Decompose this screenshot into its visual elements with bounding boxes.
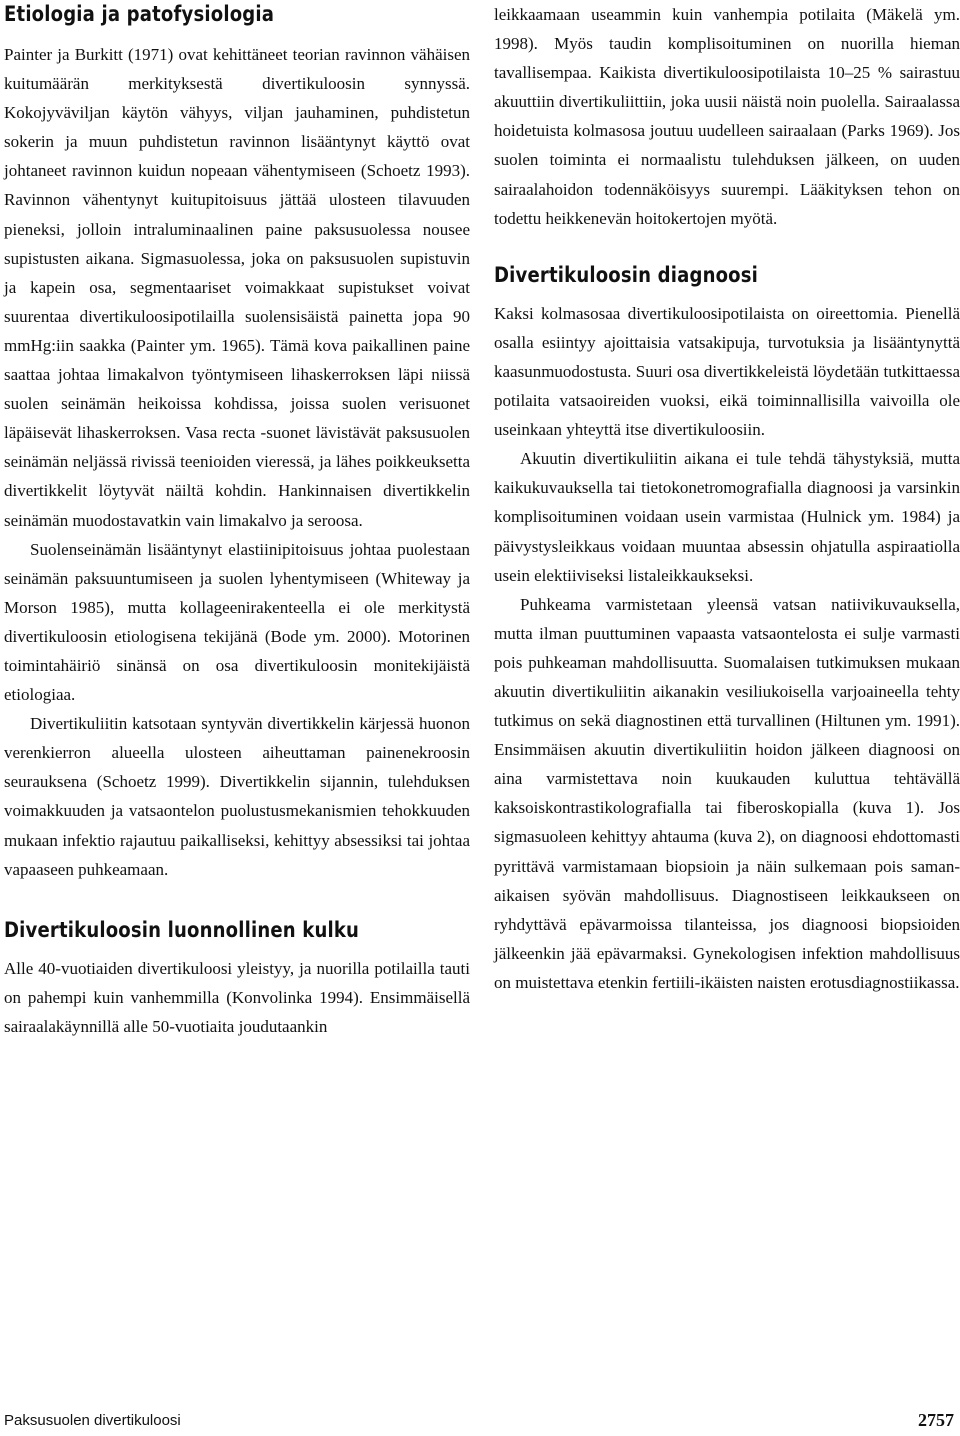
paragraph: Puhkeama varmistetaan yleensä vatsan natiivikuvauksella, mutta ilman puuttuminen vapaasta vatsaontelosta ei sulje varmasti pois puhkeaman mahdollisuutta. Suomalaisen tutkimuksen mukaan akuutin divertikuliitin aikanakin vesiliukoisella varjoaineella tehty tutkimus on sekä diagnostinen että turvallinen (Hiltunen ym. 1991). Ensimmäisen akuutin divertikuliitin hoidon jälkeen diagnoosi on aina varmistettava noin kuukauden kuluttua tehtävällä kaksoiskontrastikolografialla tai fiberoskopialla (kuva 1). Jos sigmasuoleen kehittyy ahtauma (kuva 2), on diagnoosi ehdottomasti pyrittävä varmistamaan biopsioin ja näin sulkemaan pois samanaikaisen syövän mahdollisuus. Diagnostiseen leikkaukseen on ryhdyttävä epävarmoissa tilanteissa, jos diagnoosi biopsioiden jälkeenkin jää epävarmaksi. Gynekologisen infektion mahdollisuus on muistettava etenkin fertiili-ikäisten naisten erotusdiagnostiikassa. [494,594,960,992]
running-footer-title: Paksusuolen divertikuloosi [4,1412,181,1429]
paragraph: leikkaamaan useammin kuin vanhempia potilaita (Mäkelä ym. 1998). Myös taudin komplisoituminen on nuorilla hieman tavallisempaa. Kaikista divertikuloosipotilaista 10–25 % sairastuu akuuttiin divertikuliittiin, joka uusii näistä noin puolella. Sairaalassa hoidetuista kolmasosa joutuu uudelleen sairaalaan (Parks 1969). Jos suolen toiminta ei normaalistu tulehduksen jälkeen, on uuden sairaalahoidon todennäköisyys suurempi. Lääkityksen tehon on todettu heikkenevän hoitokertojen myötä. [494,5,960,228]
heading-natural-course: Divertikuloosin luonnollinen kulku [4,917,360,942]
paragraph: Alle 40-vuotiaiden divertikuloosi yleistyy, ja nuorilla potilailla tauti on pahempi kuin vanhemmilla (Konvolinka 1994). Ensimmäisellä sairaalakäynnillä alle 50-vuotiaita joudutaankin [4,958,470,1036]
right-column [494,0,960,997]
paragraph: Divertikuliitin katsotaan syntyvän divertikkelin kärjessä huonon verenkierron alueella ulosteen aiheuttaman painenekroosin seurauksena (Schoetz 1999). Divertikkelin sijannin, tulehduksen voimakkuuden ja vatsaontelon puolustusmekanismien tehokkuuden mukaan infektio rajautuu paikalliseksi, kehittyy absessiksi tai johtaa vapaaseen puhkeamaan. [4,714,470,879]
page-number: 2757 [918,1410,954,1430]
heading-diagnosis: Divertikuloosin diagnoosi [494,262,759,287]
paragraph: Akuutin divertikuliitin aikana ei tule tehdä tähystyksiä, mutta kaikukuvauksella tai tietokonetromografialla diagnoosi ja varsinkin komplisoituminen voidaan usein varmistaa (Hulnick ym. 1984) ja päivystysleikkaus voidaan muuntaa absessin ohjatulla aspiraatiolla usein elektiiviseksi listaleikkaukseksi. [494,449,960,585]
paragraph: Painter ja Burkitt (1971) ovat kehittäneet teorian ravinnon vähäisen kuitumäärän merkityksestä divertikuloosin synnyssä. Kokojyväviljan käytön vähyys, viljan jauhaminen, puhdistetun sokerin ja muun puhdistetun ravinnon lisääntynyt käyttö ovat johtaneet ravinnon kuidun nopeaan vähentymiseen (Schoetz 1993). Ravinnon vähentynyt kuitupitoisuus jättää ulosteen tilavuuden pieneksi, jolloin intraluminaalinen paine paksusuolessa nousee supistusten aikana. Sigmasuolessa, joka on paksusuolen supistuvin ja kapein osa, segmentaariset voimakkaat supistukset voivat suurentaa divertikuloosipotilailla suolensisäistä painetta jopa 90 mmHg:iin saakka (Painter ym. 1965). Tämä kova paikallinen paine saattaa johtaa limakalvon työntymiseen lihaskerroksen läpi niissä suolen seinämän heikoissa kohdissa, joissa suolen verisuonet läpäisevät lihaskerroksen. Vasa recta -suonet lävistävät paksusuolen seinämän neljässä rivissä teenioiden vieressä, ja lähes poikkeuksetta divertikkelit löytyvät näiltä kohdin. Hankinnaisen divertikkelin seinämän muodostavatkin vain limakalvo ja seroosa. [4,45,470,530]
paragraph: Kaksi kolmasosaa divertikuloosipotilaista on oireettomia. Pienellä osalla esiintyy ajoittaisia vatsakipuja, turvotuksia ja lisääntynyttä kaasunmuodostusta. Suuri osa divertikkeleistä löydetään tutkittaessa potilaita vatsaoireiden vuoksi, eikä toiminnallisilla vaivoilla ole useinkaan yhteyttä itse divertikuloosiin. [494,303,960,440]
heading-etiology: Etiologia ja patofysiologia [4,2,275,26]
paragraph: Suolenseinämän lisääntynyt elastiinipitoisuus johtaa puolestaan seinämän paksuuntumiseen ja suolen lyhentymiseen (Whiteway ja Morson 1985), mutta kollageenirakenteella ei ole merkitystä divertikuloosin etiologisena tekijänä (Bode ym. 2000). Motorinen toimintahäiriö sinänsä on osa divertikuloosin monitekijäistä etiologiaa. [4,539,470,705]
left-column [4,0,470,1041]
